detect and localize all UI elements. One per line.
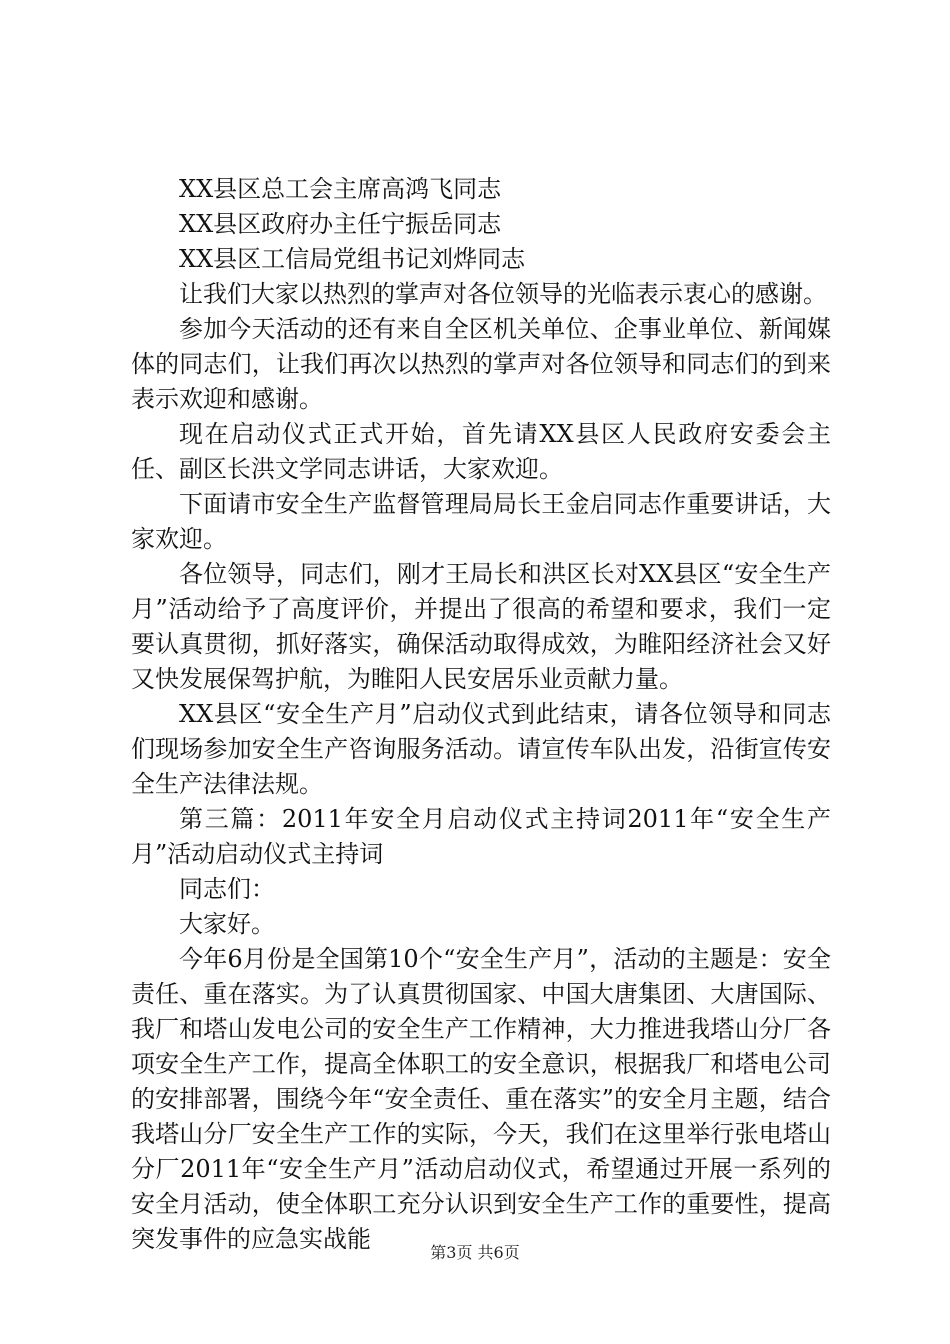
paragraph: 今年6月份是全国第10个“安全生产月”，活动的主题是：安全责任、重在落实。为了认真贯彻国家、中国大唐集团、大唐国际、我厂和塔山发电公司的安全生产工作精神，大力推进我塔山分厂各项安全生产工作，提高全体职工的安全意识，根据我厂和塔电公司的安排部署，围绕今年“安全责任、重在落实”的安全月主题，结合我塔山分厂安全生产工作的实际，今天，我们在这里举行张电塔山分厂2011年“安全生产月”活动启动仪式，希望通过开展一系列的安全月活动，使全体职工充分认识到安全生产工作的重要性，提高突发事件的应急实战能 xyxy=(131,945,831,1253)
section-heading: 第三篇：2011年安全月启动仪式主持词2011年“安全生产月”活动启动仪式主持词 xyxy=(131,805,831,868)
paragraph: XX县区政府办主任宁振岳同志 xyxy=(179,210,502,238)
paragraph: 参加今天活动的还有来自全区机关单位、企事业单位、新闻媒体的同志们，让我们再次以热烈的掌声对各位领导和同志们的到来表示欢迎和感谢。 xyxy=(131,315,831,413)
paragraph: 让我们大家以热烈的掌声对各位领导的光临表示衷心的感谢。 xyxy=(179,280,827,308)
paragraph: 现在启动仪式正式开始，首先请XX县区人民政府安委会主任、副区长洪文学同志讲话，大家欢迎。 xyxy=(131,420,831,483)
greeting: 大家好。 xyxy=(179,910,275,938)
paragraph: XX县区“安全生产月”启动仪式到此结束，请各位领导和同志们现场参加安全生产咨询服务活动。请宣传车队出发，沿街宣传安全生产法律法规。 xyxy=(131,700,831,798)
paragraph: XX县区工信局党组书记刘烨同志 xyxy=(179,245,526,273)
document-body xyxy=(131,172,831,1257)
page-footer: 第3页 共6页 xyxy=(430,1243,520,1262)
paragraph: 下面请市安全生产监督管理局局长王金启同志作重要讲话，大家欢迎。 xyxy=(131,490,831,553)
salutation: 同志们： xyxy=(179,875,275,903)
paragraph: 各位领导，同志们，刚才王局长和洪区长对XX县区“安全生产月”活动给予了高度评价，并提出了很高的希望和要求，我们一定要认真贯彻，抓好落实，确保活动取得成效，为睢阳经济社会又好又快发展保驾护航，为睢阳人民安居乐业贡献力量。 xyxy=(131,560,831,693)
paragraph: XX县区总工会主席高鸿飞同志 xyxy=(179,175,502,203)
